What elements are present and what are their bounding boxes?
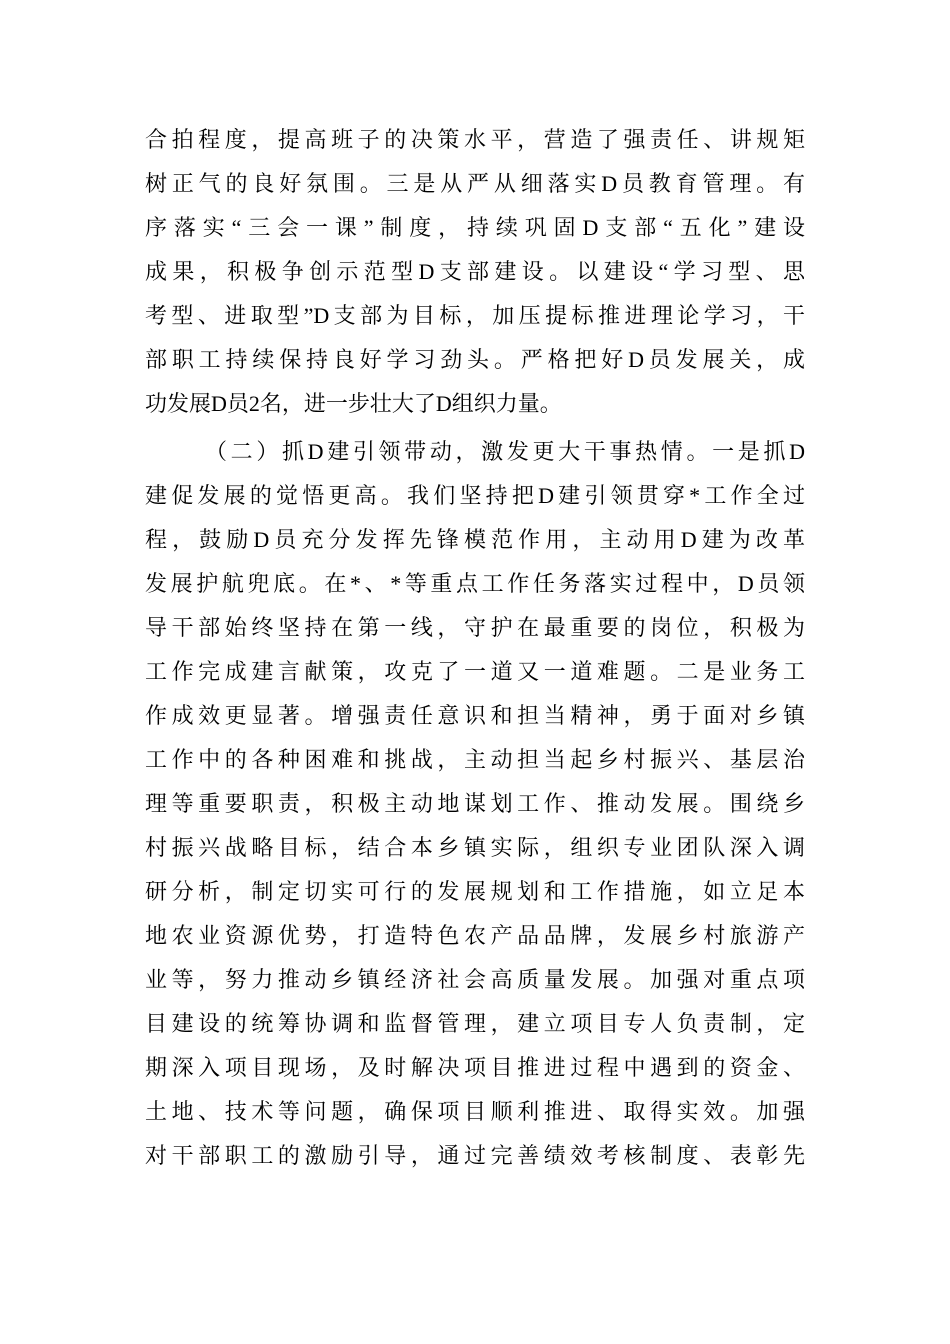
text-line: 地农业资源优势，打造特色农产品品牌，发展乡村旅游产 xyxy=(145,923,805,948)
text-line: 工作完成建言献策，攻克了一道又一道难题。二是业务工 xyxy=(145,659,805,684)
section-heading-line: （二）抓D建引领带动，激发更大干事热情。一是抓D xyxy=(205,439,805,464)
text-line: 功发展D员2名，进一步壮大了D组织力量。 xyxy=(145,391,562,416)
text-line: 期深入项目现场，及时解决项目推进过程中遇到的资金、 xyxy=(145,1055,805,1080)
text-line: 程，鼓励D员充分发挥先锋模范作用，主动用D建为改革 xyxy=(145,527,805,552)
text-line: 村振兴战略目标，结合本乡镇实际，组织专业团队深入调 xyxy=(145,835,805,860)
text-line: 土地、技术等问题，确保项目顺利推进、取得实效。加强 xyxy=(145,1099,805,1124)
text-line: 作成效更显著。增强责任意识和担当精神，勇于面对乡镇 xyxy=(145,703,805,728)
text-line: 考型、进取型”D支部为目标，加压提标推进理论学习，干 xyxy=(145,303,805,328)
text-line: 业等，努力推动乡镇经济社会高质量发展。加强对重点项 xyxy=(145,967,805,992)
text-line: 序落实“三会一课”制度，持续巩固D支部“五化”建设 xyxy=(145,215,805,240)
text-line: 研分析，制定切实可行的发展规划和工作措施，如立足本 xyxy=(145,879,805,904)
text-line: 合拍程度，提高班子的决策水平，营造了强责任、讲规矩 xyxy=(145,127,805,152)
text-line: 成果，积极争创示范型D支部建设。以建设“学习型、思 xyxy=(145,259,805,284)
text-line: 建促发展的觉悟更高。我们坚持把D建引领贯穿*工作全过 xyxy=(145,483,805,508)
text-line: 理等重要职责，积极主动地谋划工作、推动发展。围绕乡 xyxy=(145,791,805,816)
text-line: 树正气的良好氛围。三是从严从细落实D员教育管理。有 xyxy=(145,171,805,196)
text-line: 对干部职工的激励引导，通过完善绩效考核制度、表彰先 xyxy=(145,1143,805,1168)
text-line: 导干部始终坚持在第一线，守护在最重要的岗位，积极为 xyxy=(145,615,805,640)
text-line: 部职工持续保持良好学习劲头。严格把好D员发展关，成 xyxy=(145,347,805,372)
text-line: 目建设的统筹协调和监督管理，建立项目专人负责制，定 xyxy=(145,1011,805,1036)
text-line: 工作中的各种困难和挑战，主动担当起乡村振兴、基层治 xyxy=(145,747,805,772)
text-line: 发展护航兜底。在*、*等重点工作任务落实过程中，D员领 xyxy=(145,571,805,596)
